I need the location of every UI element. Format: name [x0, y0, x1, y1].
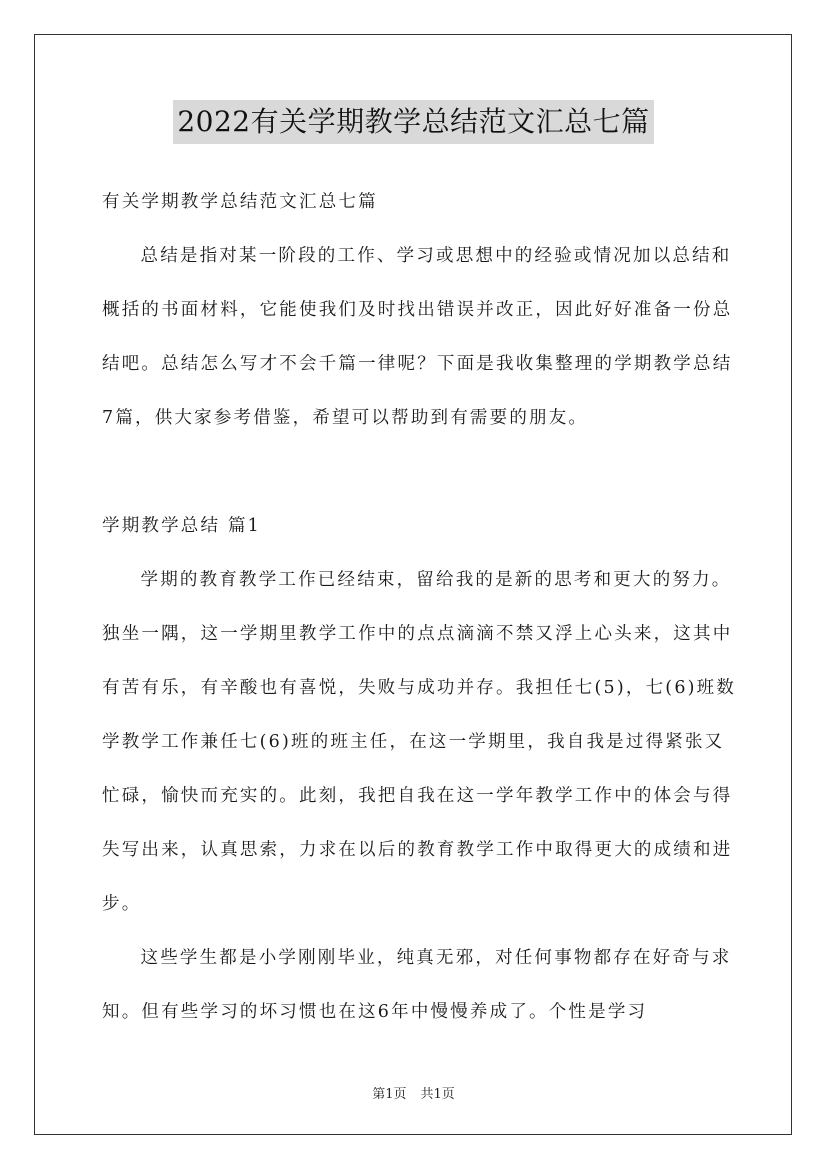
body-paragraph-2: 这些学生都是小学刚刚毕业，纯真无邪，对任何事物都存在好奇与求知。但有些学习的坏习惯也在这6年中慢慢养成了。个性是学习	[102, 948, 732, 1022]
body-paragraph-1: 学期的教育教学工作已经结束，留给我的是新的思考和更大的努力。独坐一隅，这一学期里教学工作中的点点滴滴不禁又浮上心头来，这其中有苦有乐，有辛酸也有喜悦，失败与成功并存。我担任七(5)，七(6)班数学教学工作兼任七(6)班的班主任，在这一学期里，我自我是过得紧张又忙碌，愉快而充实的。此刻，我把自我在这一学年教学工作中的体会与得失写出来，认真思索，力求在以后的教育教学工作中取得更大的成绩和进步。	[102, 570, 737, 914]
intro-paragraph: 总结是指对某一阶段的工作、学习或思想中的经验或情况加以总结和概括的书面材料，它能使我们及时找出错误并改正，因此好好准备一份总结吧。总结怎么写才不会千篇一律呢？下面是我收集整理的学期教学总结7篇，供大家参考借鉴，希望可以帮助到有需要的朋友。	[102, 246, 733, 428]
page-footer	[0, 1083, 827, 1102]
section-heading: 学期教学总结 篇1	[102, 516, 261, 536]
document-body	[102, 175, 742, 1039]
document-subtitle: 有关学期教学总结范文汇总七篇	[102, 192, 378, 212]
title-container	[0, 100, 827, 144]
page-total: 共1页	[420, 1087, 455, 1102]
document-title: 2022有关学期教学总结范文汇总七篇	[173, 100, 653, 144]
page-number: 第1页	[372, 1087, 407, 1102]
